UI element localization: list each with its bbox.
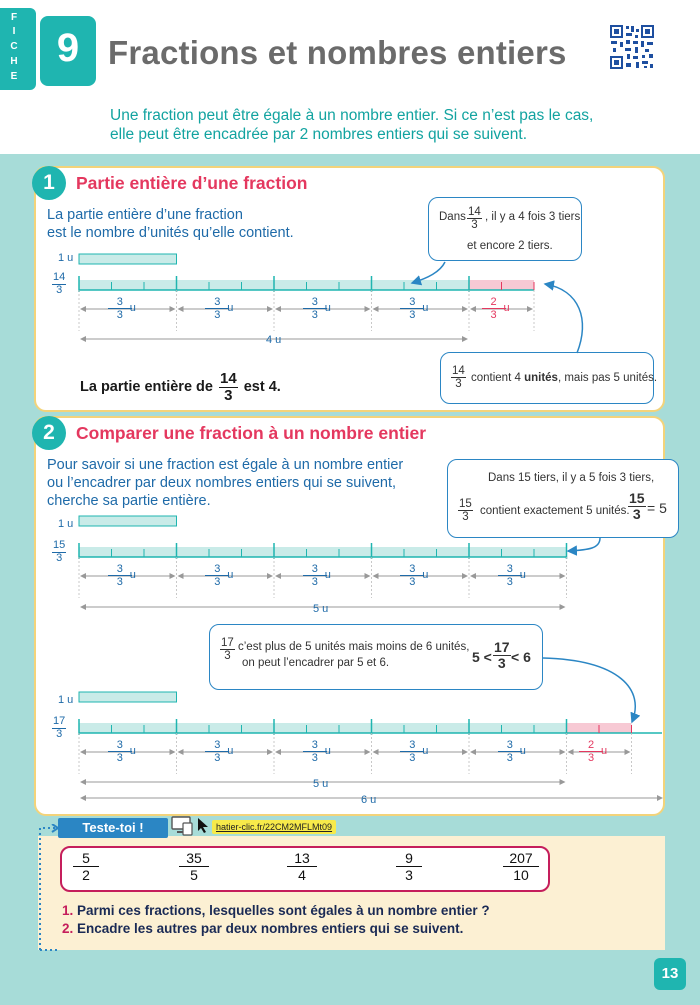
unit-label: 1 u: [58, 694, 74, 706]
frac-numerator: 3: [205, 296, 229, 309]
total-label: 5 u: [313, 778, 329, 790]
segment-fraction: [108, 296, 132, 321]
computer-icon: [170, 815, 194, 837]
frac-denominator: 2: [82, 867, 90, 883]
qr-code-icon[interactable]: [609, 24, 655, 70]
text-line: La partie entière d’une fraction: [47, 207, 243, 223]
callout-text: on peut l’encadrer par 5 et 6.: [242, 657, 390, 669]
segment-fraction: [303, 563, 327, 588]
page-title: Fractions et nombres entiers: [108, 34, 567, 71]
inequality-left: 5 <: [472, 649, 492, 665]
exercise-fraction: [287, 850, 317, 883]
text-line: ou l’encadrer par deux nombres entiers qui se suivent,: [47, 475, 396, 491]
segment-unit: u: [422, 569, 429, 581]
frac-numerator: 17: [494, 639, 510, 655]
unit-label: 1 u: [58, 252, 74, 264]
frac-denominator: 3: [490, 309, 497, 321]
section-1-title: Partie entière d’une fraction: [76, 173, 308, 193]
frac-numerator: 13: [287, 850, 317, 867]
conclusion-fraction: [219, 371, 238, 404]
frac-numerator: 3: [108, 563, 132, 576]
frac-denominator: 3: [405, 867, 413, 883]
unit-label: 1 u: [58, 518, 74, 530]
exercise-fraction: [179, 850, 209, 883]
frac-denominator: 3: [116, 309, 123, 321]
frac-numerator: 17: [221, 637, 234, 649]
frac-numerator: 3: [303, 563, 327, 576]
frac-numerator: 2: [579, 739, 603, 752]
frac-numerator: 3: [205, 739, 229, 752]
callout-prefix: Dans: [439, 211, 466, 223]
text-bold: unités: [524, 372, 558, 384]
bar-fraction-label: [52, 272, 66, 296]
bar-fraction-label: [52, 716, 66, 740]
frac-denominator: 3: [632, 505, 641, 522]
segment-fraction: [205, 296, 229, 321]
callout-text: et encore 2 tiers.: [467, 240, 553, 252]
callout-text: [471, 372, 657, 384]
frac-denominator: 3: [214, 309, 221, 321]
frac-numerator: 14: [452, 365, 465, 377]
callout-text: , il y a 4 fois 3 tiers: [485, 211, 581, 223]
segment-fraction: [579, 739, 603, 764]
frac-denominator: 3: [587, 752, 595, 764]
text-line: est le nombre d’unités qu’elle contient.: [47, 225, 294, 241]
dotted-connector: [38, 824, 62, 954]
fiche-number: 9: [56, 26, 80, 70]
frac-denominator: 3: [311, 752, 318, 764]
segment-fraction: [482, 296, 506, 321]
frac-denominator: 3: [462, 511, 469, 524]
segment-unit: u: [519, 569, 526, 581]
segment-fraction: [303, 296, 327, 321]
total-label: 6 u: [361, 794, 377, 806]
frac-denominator: 4: [298, 867, 306, 883]
segment-unit: u: [503, 302, 510, 314]
teste-toi-tab: Teste-toi !: [58, 818, 168, 838]
question-2: [62, 921, 463, 936]
segment-unit: u: [227, 302, 234, 314]
frac-numerator: 3: [205, 563, 229, 576]
segment-unit: u: [324, 569, 331, 581]
frac-denominator: 3: [497, 654, 506, 671]
fiche-letter: I: [12, 26, 16, 37]
fiche-letter: F: [10, 12, 18, 23]
frac-numerator: 14: [53, 271, 66, 283]
question-number: 1.: [62, 903, 74, 918]
frac-denominator: 3: [409, 309, 416, 321]
callout-15-thirds: [447, 459, 679, 538]
question-number: 2.: [62, 921, 74, 936]
frac-numerator: 207: [503, 850, 539, 867]
segment-unit: u: [129, 302, 136, 314]
section-2-text: [47, 456, 403, 510]
question-text: Parmi ces fractions, lesquelles sont égales à un nombre entier ?: [77, 903, 490, 918]
intro: [110, 106, 593, 144]
frac-denominator: 3: [214, 752, 221, 764]
text-line: Pour savoir si une fraction est égale à un nombre entier: [47, 457, 404, 473]
frac-numerator: 14: [220, 370, 237, 387]
segment-unit: u: [227, 745, 234, 757]
text-line: cherche sa partie entière.: [47, 493, 211, 509]
frac-numerator: 35: [179, 850, 209, 867]
segment-fraction: [400, 296, 424, 321]
segment-fraction: [205, 563, 229, 588]
question-1: [62, 903, 490, 918]
frac-numerator: 3: [108, 296, 132, 309]
frac-numerator: 3: [498, 739, 522, 752]
segment-fraction: [108, 739, 132, 764]
segment-fraction: [108, 563, 132, 588]
frac-numerator: 2: [482, 296, 506, 309]
segment-unit: u: [227, 569, 234, 581]
bar-fraction-label: [52, 540, 66, 564]
cursor-icon: [196, 816, 210, 834]
frac-numerator: 3: [400, 296, 424, 309]
exercise-fraction: [396, 850, 422, 883]
page-number: 13: [654, 958, 686, 990]
callout-14-thirds-units: [440, 352, 658, 404]
frac-denominator: 3: [471, 219, 478, 232]
segment-unit: u: [422, 745, 429, 757]
frac-denominator: 3: [116, 752, 123, 764]
callout-fraction: [451, 365, 466, 390]
segment-fraction: [498, 563, 522, 588]
fiche-letter: E: [10, 71, 18, 82]
frac-denominator: 3: [116, 576, 123, 588]
frac-denominator: 3: [224, 650, 231, 663]
section-2-title: Comparer une fraction à un nombre entier: [76, 423, 427, 443]
hatier-clic-link[interactable]: hatier-clic.fr/22CM2MFLMt09: [212, 820, 336, 834]
conclusion-text: est 4.: [243, 379, 281, 396]
segment-unit: u: [601, 745, 608, 757]
frac-numerator: 3: [498, 563, 522, 576]
frac-denominator: 3: [214, 576, 221, 588]
frac-denominator: 3: [409, 752, 416, 764]
frac-denominator: 3: [409, 576, 416, 588]
frac-denominator: 5: [190, 867, 198, 883]
frac-numerator: 14: [468, 206, 481, 218]
section-1-text: [47, 206, 294, 242]
frac-numerator: 3: [303, 296, 327, 309]
frac-denominator: 3: [311, 576, 318, 588]
text-part: contient 4: [471, 372, 521, 384]
callout-fraction: [467, 206, 482, 231]
exercise-fraction: [503, 850, 539, 883]
callout-text: contient exactement 5 unités.: [480, 505, 630, 517]
frac-denominator: 3: [56, 551, 63, 564]
frac-numerator: 3: [400, 563, 424, 576]
conclusion-text: La partie entière de: [80, 379, 213, 396]
segment-fraction: [400, 739, 424, 764]
section-2-number: 2: [32, 416, 66, 450]
frac-denominator: 3: [224, 386, 233, 404]
segment-unit: u: [324, 745, 331, 757]
inequality-fraction: [493, 640, 511, 670]
fiche-letter: C: [10, 41, 18, 52]
segment-unit: u: [422, 302, 429, 314]
section-1-conclusion: [80, 371, 281, 404]
frac-denominator: 3: [311, 309, 318, 321]
segment-fraction: [400, 563, 424, 588]
exercise-fraction: [73, 850, 99, 883]
frac-denominator: 3: [56, 283, 63, 296]
segment-fraction: [205, 739, 229, 764]
frac-numerator: 3: [108, 739, 132, 752]
intro-line: Une fraction peut être égale à un nombre entier. Si ce n’est pas le cas,: [110, 107, 594, 124]
callout-text: Dans 15 tiers, il y a 5 fois 3 tiers,: [488, 472, 655, 484]
frac-numerator: 5: [73, 850, 99, 867]
segment-unit: u: [519, 745, 526, 757]
segment-fraction: [498, 739, 522, 764]
frac-denominator: 10: [513, 867, 529, 883]
frac-numerator: 9: [396, 850, 422, 867]
equation-fraction: [628, 491, 646, 521]
segment-unit: u: [129, 569, 136, 581]
callout-fraction: [220, 637, 235, 662]
total-label: 5 u: [313, 603, 329, 615]
frac-denominator: 3: [506, 752, 513, 764]
total-label: 4 u: [266, 334, 282, 346]
equation-rhs: = 5: [647, 500, 667, 516]
callout-text: c’est plus de 5 unités mais moins de 6 unités,: [238, 641, 470, 653]
callout-14-thirds: [428, 197, 582, 261]
callout-fraction: [458, 498, 473, 523]
frac-denominator: 3: [455, 378, 462, 391]
frac-denominator: 3: [506, 576, 513, 588]
intro-line: elle peut être encadrée par 2 nombres entiers qui se suivent.: [110, 126, 528, 143]
inequality-right: < 6: [511, 649, 531, 665]
frac-numerator: 3: [400, 739, 424, 752]
callout-17-thirds: [209, 624, 543, 690]
frac-numerator: 17: [53, 715, 66, 727]
frac-numerator: 15: [629, 490, 645, 506]
segment-fraction: [303, 739, 327, 764]
frac-numerator: 15: [459, 498, 472, 510]
segment-unit: u: [324, 302, 331, 314]
question-text: Encadre les autres par deux nombres entiers qui se suivent.: [77, 921, 464, 936]
section-1-number: 1: [32, 166, 66, 200]
segment-unit: u: [129, 745, 136, 757]
frac-numerator: 3: [303, 739, 327, 752]
text-part: , mais pas 5 unités.: [557, 372, 658, 384]
frac-denominator: 3: [56, 727, 63, 740]
fiche-letter: H: [10, 56, 18, 67]
frac-numerator: 15: [53, 539, 66, 551]
